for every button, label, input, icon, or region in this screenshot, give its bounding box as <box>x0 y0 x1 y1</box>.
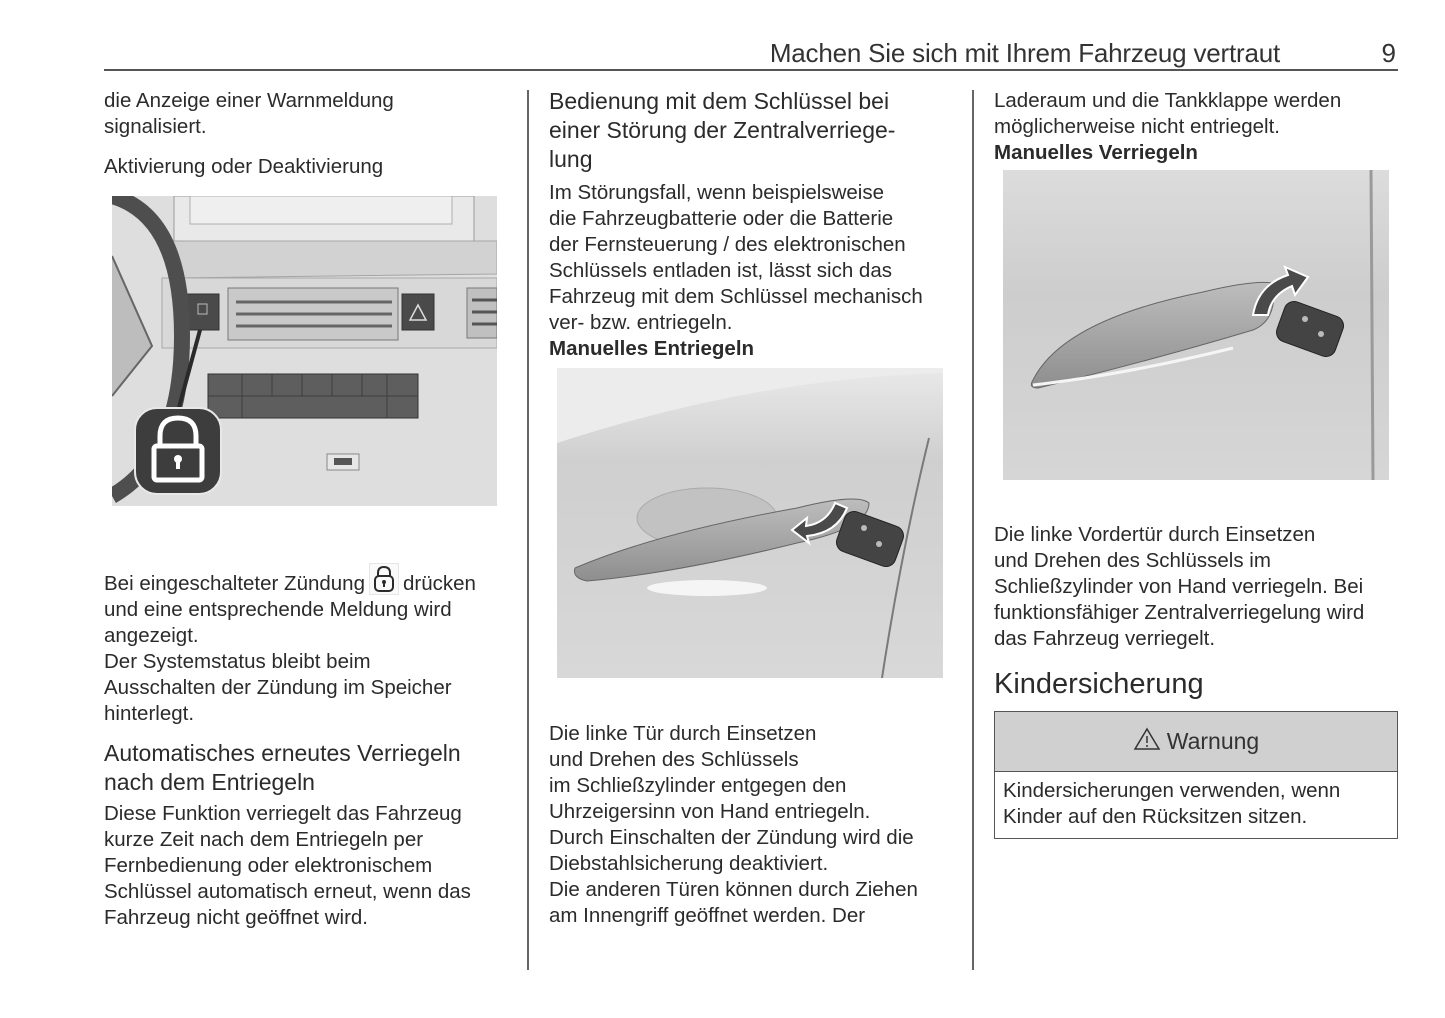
chapter-title: Machen Sie sich mit Ihrem Fahrzeug vertraut <box>769 38 1280 68</box>
malfunction-paragraph: Im Störungsfall, wenn beispielsweise die Fahrzeugbatterie oder die Batterie der Fernsteuerung / des elektronischen Schlüssels entladen ist, lässt sich das Fahrzeug mit dem Schlüssel mechanisch ver- bzw. entriegeln. <box>549 181 923 334</box>
activation-paragraph: Bei eingeschalteter Zündung drücken und eine entsprechende Meldung wird angezeigt. Der Systemstatus bleibt beim Ausschalten der Zündung im Speicher hinterlegt. <box>104 563 514 727</box>
column-1-lower <box>104 563 514 931</box>
warning-body: Kindersicherungen verwenden, wenn Kinder auf den Rücksitzen sitzen. <box>1003 779 1341 828</box>
subheading-activation: Aktivierung oder Deaktivierung <box>104 155 384 178</box>
dashboard-illustration <box>112 196 497 506</box>
column-1 <box>104 86 514 180</box>
warning-box <box>994 711 1398 839</box>
subheading-manual-unlock: Manuelles Entriegeln <box>549 337 755 360</box>
intro-text-col3: Laderaum und die Tankklappe werden möglicherweise nicht entriegelt. <box>994 89 1342 138</box>
door-handle-lock-illustration <box>1003 170 1389 480</box>
heading-child-lock: Kindersicherung <box>994 668 1204 700</box>
column-divider <box>527 90 529 970</box>
padlock-icon <box>369 563 399 595</box>
heading-key-operation: Bedienung mit dem Schlüssel bei einer Störung der Zentralverriege- lung <box>549 88 896 172</box>
heading-auto-relock: Automatisches erneutes Verriegeln nach dem Entriegeln <box>104 740 461 795</box>
column-2 <box>549 86 959 362</box>
column-2-lower <box>549 721 959 929</box>
warning-triangle-icon <box>1133 727 1161 757</box>
manual-lock-paragraph: Die linke Vordertür durch Einsetzen und Drehen des Schlüssels im Schließzylinder von Hand verriegeln. Bei funktionsfähiger Zentralverriegelung wird das Fahrzeug verriegelt. <box>994 523 1365 650</box>
auto-relock-paragraph: Diese Funktion verriegelt das Fahrzeug kurze Zeit nach dem Entriegeln per Fernbedienung oder elektronischem Schlüssel automatisch erneut, wenn das Fahrzeug nicht geöffnet wird. <box>104 802 471 929</box>
warning-header <box>995 712 1397 772</box>
figure-manual-lock <box>1003 170 1389 480</box>
column-divider <box>972 90 974 970</box>
page-number: 9 <box>1381 38 1396 68</box>
subheading-manual-lock: Manuelles Verriegeln <box>994 141 1198 164</box>
figure-manual-unlock <box>557 368 943 678</box>
intro-text: die Anzeige einer Warnmeldung signalisiert. <box>104 89 394 138</box>
page-header <box>104 36 1398 71</box>
warning-title: Warnung <box>1166 728 1260 754</box>
manual-unlock-paragraph: Die linke Tür durch Einsetzen und Drehen des Schlüssels im Schließzylinder entgegen den Uhrzeigersinn von Hand entriegeln. Durch Einschalten der Zündung wird die Diebstahlsicherung deaktiviert. Die anderen Türen können durch Ziehen am Innengriff geöffnet werden. Der <box>549 722 918 927</box>
column-3-lower <box>994 522 1399 702</box>
door-handle-unlock-illustration <box>557 368 943 678</box>
column-3 <box>994 86 1399 166</box>
figure-dashboard <box>112 196 497 506</box>
